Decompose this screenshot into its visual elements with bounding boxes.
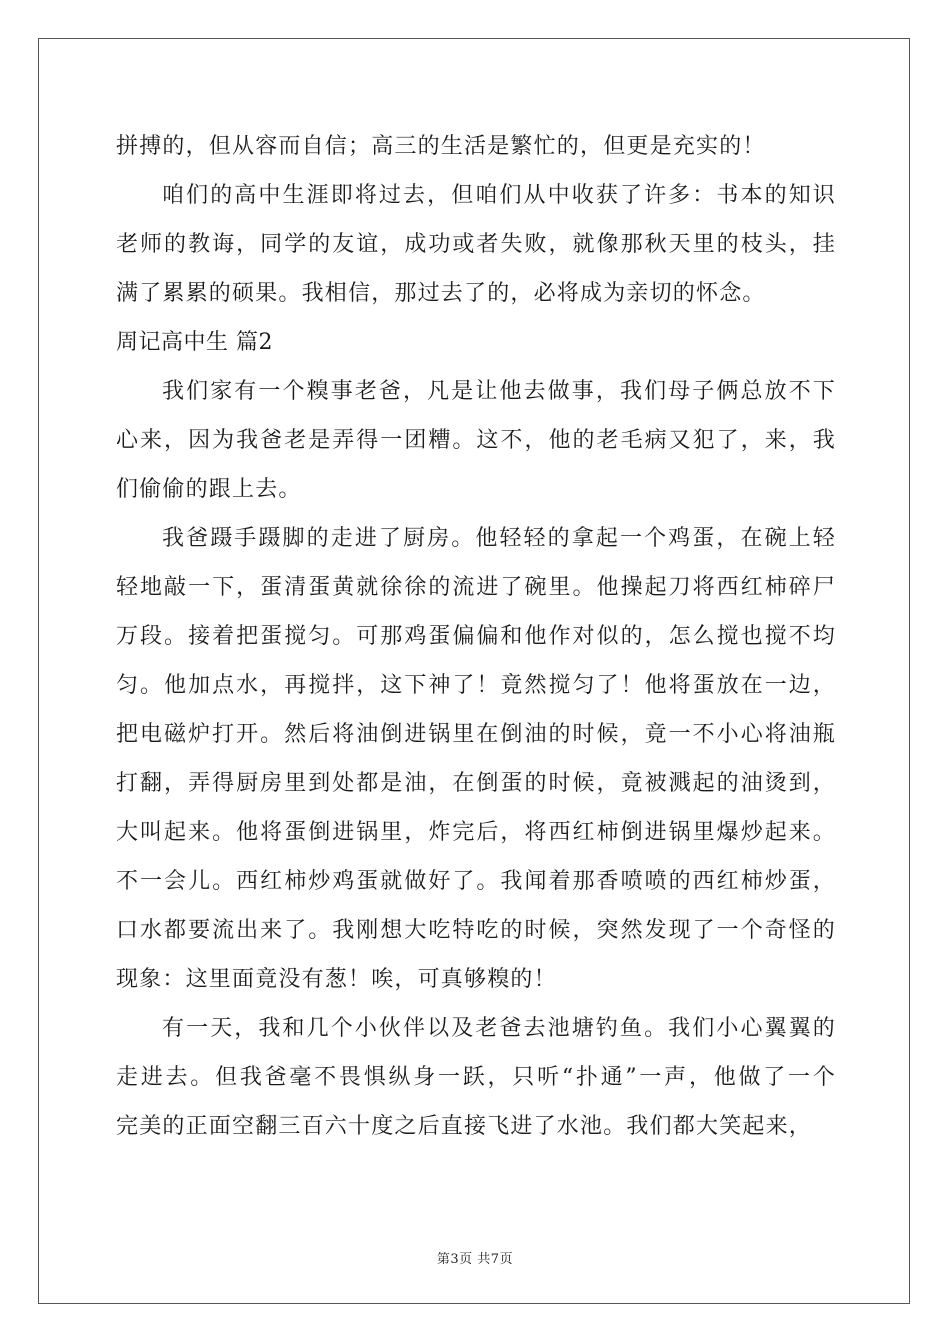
paragraph-line: 我们家有一个糗事老爸，凡是让他去做事，我们母子俩总放不下 (162, 379, 836, 404)
paragraph-line: 我爸蹑手蹑脚的走进了厨房。他轻轻的拿起一个鸡蛋，在碗上轻 (162, 526, 836, 551)
paragraph-line: 有一天，我和几个小伙伴以及老爸去池塘钓鱼。我们小心翼翼的 (162, 1016, 836, 1041)
paragraph-line: 口水都要流出来了。我刚想大吃特吃的时候，突然发现了一个奇怪的 (116, 918, 836, 943)
paragraph-line: 老师的教诲，同学的友谊，成功或者失败，就像那秋天里的枝头，挂 (116, 232, 836, 257)
paragraph-line: 拼搏的，但从容而自信；高三的生活是繁忙的，但更是充实的！ (116, 134, 766, 159)
paragraph-line: 不一会儿。西红柿炒鸡蛋就做好了。我闻着那香喷喷的西红柿炒蛋， (116, 869, 836, 894)
section-heading: 周记高中生 篇2 (116, 330, 273, 355)
paragraph-line: 心来，因为我爸老是弄得一团糟。这不，他的老毛病又犯了，来，我 (116, 428, 836, 453)
document-body (116, 122, 836, 1151)
paragraph-line: 大叫起来。他将蛋倒进锅里，炸完后，将西红柿倒进锅里爆炒起来。 (116, 820, 836, 845)
paragraph-line: 完美的正面空翻三百六十度之后直接飞进了水池。我们都大笑起来， (116, 1114, 813, 1139)
paragraph-line: 走进去。但我爸毫不畏惧纵身一跃，只听“扑通”一声，他做了一个 (116, 1065, 836, 1090)
paragraph-line: 轻地敲一下，蛋清蛋黄就徐徐的流进了碗里。他操起刀将西红柿碎尸 (116, 575, 836, 600)
paragraph-line: 万段。接着把蛋搅匀。可那鸡蛋偏偏和他作对似的，怎么搅也搅不均 (116, 624, 836, 649)
paragraph-line: 咱们的高中生涯即将过去，但咱们从中收获了许多：书本的知识 (162, 183, 836, 208)
paragraph-line: 打翻，弄得厨房里到处都是油，在倒蛋的时候，竟被溅起的油烫到， (116, 771, 836, 796)
page-number-footer: 第3页 共7页 (436, 1252, 514, 1267)
paragraph-line: 匀。他加点水，再搅拌，这下神了！竟然搅匀了！他将蛋放在一边， (116, 673, 836, 698)
paragraph-line: 们偷偷的跟上去。 (116, 477, 302, 502)
paragraph-line: 把电磁炉打开。然后将油倒进锅里在倒油的时候，竟一不小心将油瓶 (116, 722, 836, 747)
paragraph-line: 现象：这里面竟没有葱！唉，可真够糗的！ (116, 967, 557, 992)
paragraph-line: 满了累累的硕果。我相信，那过去了的，必将成为亲切的怀念。 (116, 281, 766, 306)
